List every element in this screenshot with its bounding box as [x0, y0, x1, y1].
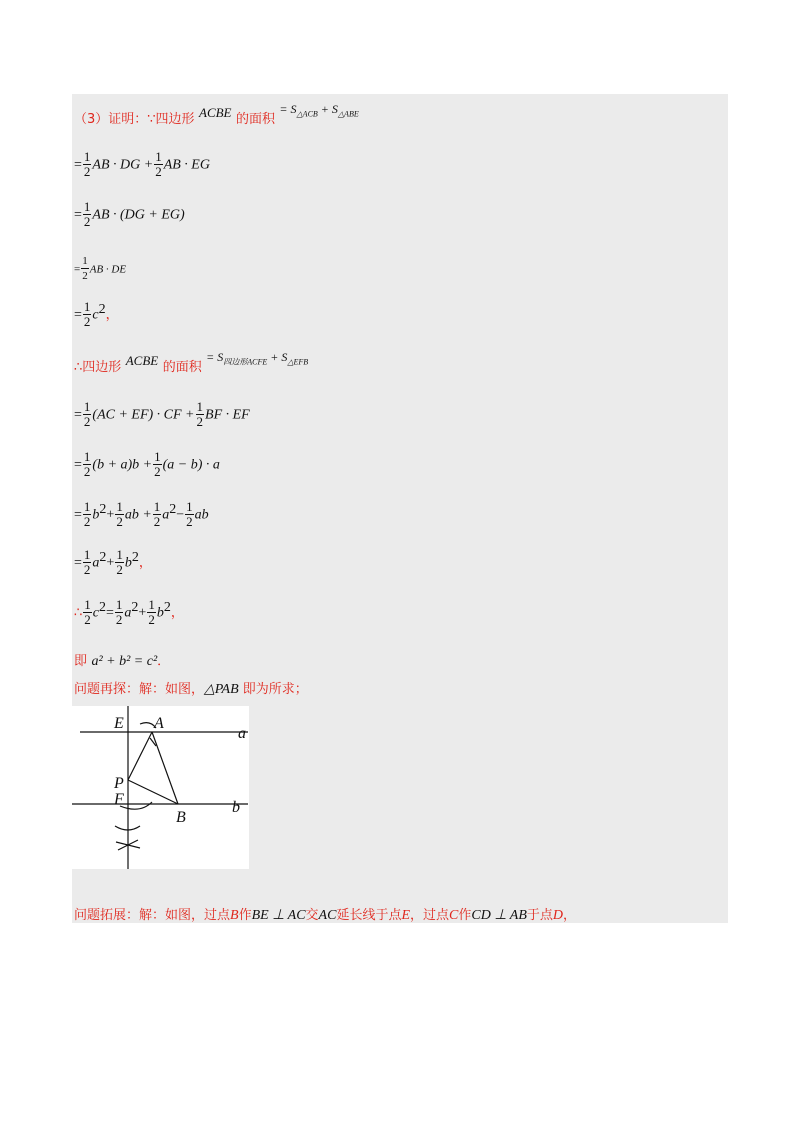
half-fraction: $\frac{1}{2}$ [116, 499, 123, 529]
label-b: b [232, 799, 240, 816]
proof-line-9: = $\frac{1}{2}$ $b^2+$ $\frac{1}{2}$ ab + $\frac{1}{2}$ $a^2-$ $\frac{1}{2}$ ab [74, 499, 209, 529]
extend-line: 问题拓展：解：如图，过点B作BE ⊥ AC交AC延长线于点E，过点C作CD ⊥ AB于点D， [74, 908, 577, 923]
half-fraction: $\frac{1}{2}$ [83, 199, 91, 229]
area-s-2: + S [317, 102, 338, 116]
proof-line-8: = $\frac{1}{2}$ (b + a)b + $\frac{1}{2}$ (a − b) · a [74, 449, 220, 479]
label-a: a [238, 725, 246, 742]
term-ab: ab + [124, 507, 152, 523]
square-exp: 2 [98, 301, 106, 317]
label-A: A [154, 715, 164, 732]
proof-line-5 [74, 300, 119, 329]
proof-line-11: ∴ $\frac{1}{2}$ $c^2=$ $\frac{1}{2}$ $a^2+$ $\frac{1}{2}$ $b^2$， [74, 597, 184, 627]
area2-s-1: = S [206, 350, 224, 364]
area-sub-1: △ACB [296, 109, 318, 119]
eq-sign: = [74, 157, 82, 173]
half-fraction: $\frac{1}{2}$ [116, 547, 123, 577]
construction-diagram [72, 706, 249, 869]
expr-8a: (b + a)b + [92, 457, 153, 473]
half-fraction: $\frac{1}{2}$ [153, 499, 161, 529]
var-b: b [124, 555, 132, 571]
explore-text-2: 即为所求； [238, 682, 308, 697]
arc-f [120, 802, 152, 809]
half-fraction: $\frac{1}{2}$ [148, 597, 155, 627]
half-fraction: $\frac{1}{2}$ [83, 149, 91, 179]
quad-name-2: ACBE [125, 353, 159, 368]
half-fraction: $\frac{1}{2}$ [83, 449, 91, 479]
area2-sub-1: 四边形ACFE [223, 357, 268, 367]
half-fraction: $\frac{1}{2}$ [155, 149, 162, 179]
var-b: b [92, 507, 100, 523]
proof-line-6 [74, 350, 309, 377]
half-fraction: $\frac{1}{2}$ [115, 597, 123, 627]
proof-line-12: 即 a² + b² = c²． [74, 654, 171, 669]
explore-text: 问题再探：解：如图， [74, 682, 205, 697]
therefore-quad: ∴四边形 [74, 360, 122, 375]
area2-sub-2: △EFB [287, 357, 309, 367]
area-sub-2: △ABE [337, 109, 359, 119]
quad-name: ACBE [199, 105, 232, 120]
expr-7a: (AC + EF) · CF + [92, 407, 195, 423]
label-F: F [114, 791, 124, 808]
explore-line [74, 678, 308, 698]
expr-7b: BF · EF [205, 407, 250, 423]
area-word-2: 的面积 [162, 360, 202, 375]
proof-line-10: = $\frac{1}{2}$ $a^2+$ $\frac{1}{2}$ $b^2$， [74, 547, 152, 577]
expr-8b: (a − b) · a [162, 457, 220, 473]
eq-sign: = [74, 263, 81, 276]
expr-4: AB · DE [89, 263, 127, 276]
label-P: P [114, 775, 124, 792]
half-fraction: $\frac{1}{2}$ [83, 399, 91, 429]
be-perp-ac: BE ⊥ AC [251, 908, 306, 923]
area-s-1: = S [279, 102, 297, 116]
pythagorean-result: a² + b² = c² [91, 654, 158, 669]
proof-line-7: = $\frac{1}{2}$ (AC + EF) · CF + $\frac{1}{2}$ BF · EF [74, 399, 250, 429]
hence-word: 即 [74, 654, 88, 669]
half-fraction: $\frac{1}{2}$ [82, 255, 88, 282]
construction-figure [72, 706, 249, 869]
expr-3: AB · (DG + EG) [92, 207, 185, 223]
eq-sign: = [74, 207, 82, 223]
half-fraction: $\frac{1}{2}$ [83, 299, 91, 329]
half-fraction: $\frac{1}{2}$ [196, 399, 204, 429]
proof-line-1 [74, 102, 359, 128]
var-c: c [92, 307, 99, 323]
proof-intro: （3）证明：∵四边形 [74, 112, 195, 127]
area-word: 的面积 [235, 112, 275, 127]
label-E: E [114, 715, 124, 732]
segment-ap [128, 732, 152, 780]
comma: ， [105, 307, 119, 323]
half-fraction: $\frac{1}{2}$ [84, 597, 91, 627]
proof-line-3 [74, 200, 185, 229]
var-a: a [92, 555, 100, 571]
term-ab-2: ab [194, 507, 209, 523]
expr-2b: AB · EG [163, 157, 210, 173]
half-fraction: $\frac{1}{2}$ [83, 547, 91, 577]
label-B: B [176, 809, 186, 826]
half-fraction: $\frac{1}{2}$ [154, 449, 161, 479]
expr-2a: AB · DG + [92, 157, 154, 173]
triangle-pab: △PAB [204, 682, 239, 697]
eq-sign: = [74, 307, 82, 323]
proof-line-4 [74, 254, 126, 283]
area2-s-2: + S [267, 350, 288, 364]
half-fraction: $\frac{1}{2}$ [186, 499, 193, 529]
half-fraction: $\frac{1}{2}$ [83, 499, 91, 529]
therefore-sign: ∴ [74, 605, 83, 621]
cd-perp-ab: CD ⊥ AB [471, 908, 527, 923]
proof-line-2 [74, 150, 210, 179]
var-a: a [162, 507, 170, 523]
